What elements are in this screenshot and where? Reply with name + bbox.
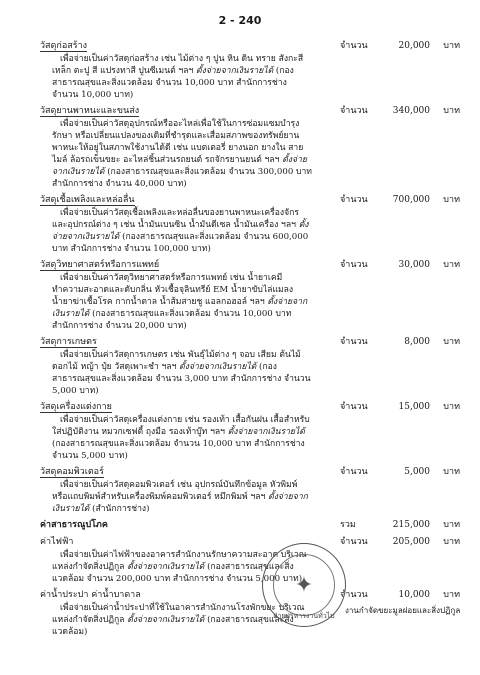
budget-item-vehicle (40, 105, 470, 190)
category-unit: รวม (340, 520, 356, 530)
item-amount: 5,000 (404, 467, 430, 477)
item-unit: จำนวน (340, 195, 368, 205)
budget-item-science (40, 259, 470, 332)
item-title: วัสดุวิทยาศาสตร์หรือการแพทย์ (40, 260, 160, 270)
item-unit: จำนวน (340, 337, 368, 347)
item-currency: บาท (443, 467, 460, 477)
item-description: เพื่อจ่ายเป็นค่าวัสดุคอมพิวเตอร์ เช่น อุปกรณ์บันทึกข้อมูล หัวพิมพ์หรือแถบพิมพ์สำหรับเครื่องพิมพ์คอมพิวเตอร์ หมึกพิมพ์ ฯลฯ ตั้งจ่ายจากเงินรายได้ (สำนักการช่าง) (52, 480, 308, 514)
item-currency: บาท (443, 590, 460, 600)
item-amount: 15,000 (398, 402, 430, 412)
item-currency: บาท (443, 41, 460, 51)
item-amount: 205,000 (392, 537, 430, 547)
budget-item-computer (40, 466, 470, 515)
item-currency: บาท (443, 337, 460, 347)
item-amount: 700,000 (392, 195, 430, 205)
item-title: วัสดุยานพาหนะและขนส่ง (40, 106, 140, 116)
item-title: วัสดุเครื่องแต่งกาย (40, 402, 112, 412)
item-currency: บาท (443, 260, 460, 270)
budget-item-electricity (40, 536, 470, 585)
official-seal (262, 543, 346, 627)
budget-item-construction (40, 40, 470, 101)
budget-item-list (40, 40, 470, 638)
item-title: ค่าไฟฟ้า (40, 537, 74, 547)
item-description: เพื่อจ่ายเป็นค่าวัสดุวิทยาศาสตร์หรือการแพทย์ เช่น น้ำยาเคมีทำความสะอาดและดับกลิ่น หัวเชื้อจุลินทรีย์ EM น้ำยาขับไล่แมลง น้ำยาฆ่าเชื้อโรค กากน้ำตาล น้ำส้มสายชู แอลกอฮอล์ ฯลฯ ตั้งจ่ายจากเงินรายได้ (กองสาธารณสุขและสิ่งแวดล้อม จำนวน 10,000 บาท สำนักการช่าง จำนวน 20,000 บาท) (52, 273, 308, 331)
budget-item-agriculture (40, 336, 470, 397)
seal-text: ฝ่ายบริหารงานทั่วไป (273, 612, 335, 620)
item-description: เพื่อจ่ายเป็นค่าวัสดุอุปกรณ์หรืออะไหล่เพื่อใช้ในการซ่อมแซมบำรุงรักษา หรือเปลี่ยนแปลงของเดิมที่ชำรุดและเสื่อมสภาพของทรัพย์ยานพาหนะให้อยู่ในสภาพใช้งานได้ดี เช่น แบตเตอรี่ ยางนอก ยางใน สายไมล์ ล้อรถเข็นขยะ อะไหล่ชิ้นส่วนรถยนต์ รถจักรยานยนต์ ฯลฯ ตั้งจ่ายจากเงินรายได้ (กองสาธารณสุขและสิ่งแวดล้อม จำนวน 300,000 บาท สำนักการช่าง จำนวน 40,000 บาท) (52, 119, 312, 189)
item-description: เพื่อจ่ายเป็นค่าวัสดุก่อสร้าง เช่น ไม้ต่าง ๆ ปูน หิน ดิน ทราย สังกะสี เหล็ก ตะปู สี แปรงทาสี ปูนซีเมนต์ ฯลฯ ตั้งจ่ายจากเงินรายได้ (กองสาธารณสุขและสิ่งแวดล้อม จำนวน 10,000 บาท สำนักการช่าง จำนวน 10,000 บาท) (52, 54, 304, 100)
item-description: เพื่อจ่ายเป็นค่าวัสดุเชื้อเพลิงและหล่อลื่นของยานพาหนะเครื่องจักรและอุปกรณ์ต่าง ๆ เช่น น้ำมันเบนซิน น้ำมันดีเซล น้ำมันเครื่อง ฯลฯ ตั้งจ่ายจากเงินรายได้ (กองสาธารณสุขและสิ่งแวดล้อม จำนวน 600,000 บาท สำนักการช่าง จำนวน 100,000 บาท) (52, 208, 309, 254)
item-amount: 340,000 (392, 106, 430, 116)
item-description: เพื่อจ่ายเป็นค่าน้ำประปาที่ใช้ในอาคารสำนักงานโรงพักขยะ บริเวณแหล่งกำจัดสิ่งปฏิกูล ตั้งจ่ายจากเงินรายได้ (กองสาธารณสุขและสิ่งแวดล้อม) (52, 603, 305, 637)
item-unit: จำนวน (340, 106, 368, 116)
item-amount: 10,000 (398, 590, 430, 600)
department-signature: งานกำจัดขยะมูลฝอยและสิ่งปฏิกูล (345, 606, 461, 615)
item-description: เพื่อจ่ายเป็นค่าไฟฟ้าของอาคารสำนักงานรักษาความสะอาด บริเวณแหล่งกำจัดสิ่งปฏิกูล ตั้งจ่ายจากเงินรายได้ (กองสาธารณสุขและสิ่งแวดล้อม จำนวน 200,000 บาท สำนักการช่าง จำนวน 5,000 บาท) (52, 550, 307, 584)
item-description: เพื่อจ่ายเป็นค่าวัสดุการเกษตร เช่น พันธุ์ไม้ต่าง ๆ จอบ เสียม ต้นไม้ ดอกไม้ หญ้า ปุ๋ย วัสดุเพาะชำ ฯลฯ ตั้งจ่ายจากเงินรายได้ (กองสาธารณสุขและสิ่งแวดล้อม จำนวน 3,000 บาท สำนักการช่าง จำนวน 5,000 บาท) (52, 350, 311, 396)
item-amount: 8,000 (404, 337, 430, 347)
budget-category-utilities (40, 519, 470, 532)
item-currency: บาท (443, 195, 460, 205)
item-unit: จำนวน (340, 467, 368, 477)
item-amount: 30,000 (398, 260, 430, 270)
item-unit: จำนวน (340, 590, 368, 600)
item-unit: จำนวน (340, 260, 368, 270)
seal-emblem-icon: ✦ (273, 554, 335, 616)
item-amount: 20,000 (398, 41, 430, 51)
budget-item-clothing (40, 401, 470, 462)
item-unit: จำนวน (340, 537, 368, 547)
category-title: ค่าสาธารณูปโภค (40, 520, 108, 530)
item-title: ค่าน้ำประปา ค่าน้ำบาดาล (40, 590, 141, 600)
item-unit: จำนวน (340, 41, 368, 51)
category-amount: 215,000 (392, 520, 430, 530)
category-currency: บาท (443, 520, 460, 530)
item-title: วัสดุก่อสร้าง (40, 41, 88, 51)
page-number: 2 - 240 (218, 14, 262, 27)
item-title: วัสดุเชื้อเพลิงและหล่อลื่น (40, 195, 135, 205)
item-title: วัสดุคอมพิวเตอร์ (40, 467, 104, 477)
item-currency: บาท (443, 537, 460, 547)
item-currency: บาท (443, 402, 460, 412)
item-currency: บาท (443, 106, 460, 116)
budget-item-fuel (40, 194, 470, 255)
item-description: เพื่อจ่ายเป็นค่าวัสดุเครื่องแต่งกาย เช่น รองเท้า เสื้อกันฝน เสื้อสำหรับใส่ปฏิบัติงาน หมวกเซฟตี้ ถุงมือ รองเท้าบู๊ท ฯลฯ ตั้งจ่ายจากเงินรายได้ (กองสาธารณสุขและสิ่งแวดล้อม จำนวน 10,000 บาท สำนักการช่าง จำนวน 5,000 บาท) (52, 415, 310, 461)
item-title: วัสดุการเกษตร (40, 337, 97, 347)
item-unit: จำนวน (340, 402, 368, 412)
